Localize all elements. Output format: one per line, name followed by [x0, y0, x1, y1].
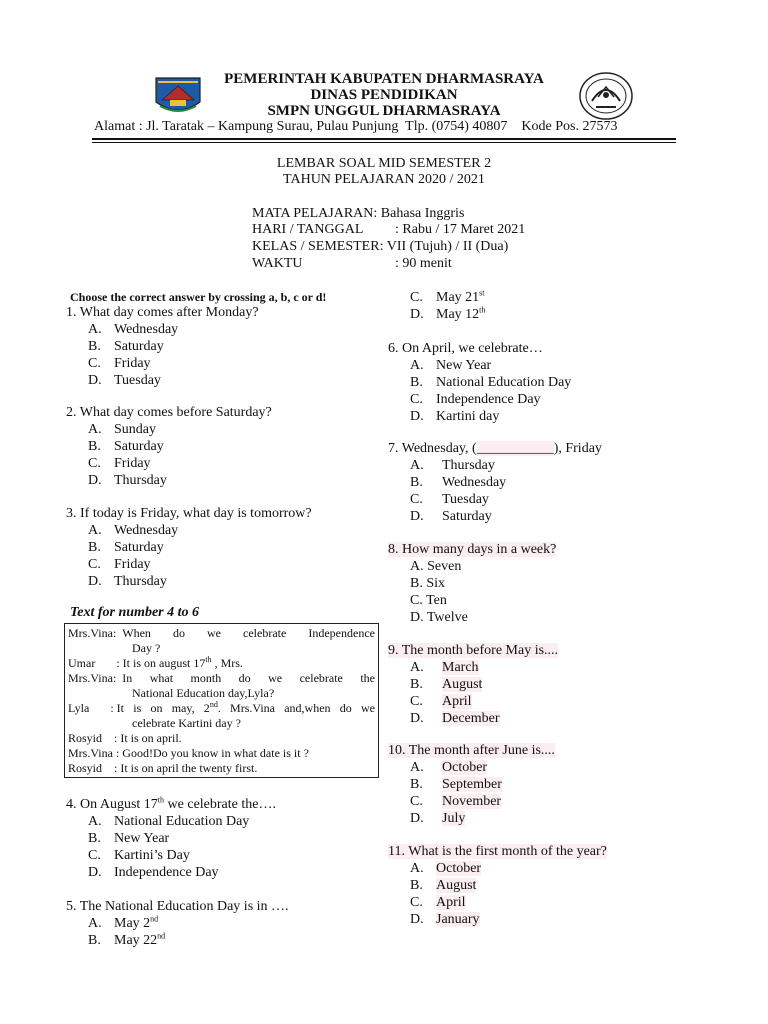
dialog-line-cont: National Education day,Lyla? — [132, 686, 275, 700]
option-a[interactable]: A. Thursday — [410, 458, 495, 473]
option-d[interactable]: D. July — [410, 811, 466, 826]
school-address: Alamat : Jl. Taratak – Kampung Surau, Pulau Punjung Tlp. (0754) 40807 Kode Pos. 27573 — [94, 119, 618, 134]
office-name: DINAS PENDIDIKAN — [310, 87, 458, 103]
option-d[interactable]: D. May 12th — [410, 305, 486, 322]
option-c[interactable]: C. Friday — [88, 456, 151, 471]
option-c[interactable]: C. Friday — [88, 557, 151, 572]
option-b[interactable]: B. May 22nd — [88, 931, 166, 948]
option-b[interactable]: B. Saturday — [88, 439, 164, 454]
header-rule-thin — [92, 142, 676, 143]
header-rule-thick — [92, 138, 676, 140]
question-stem: 7. Wednesday, (___________), Friday — [388, 441, 602, 456]
option-c[interactable]: C. Kartini’s Day — [88, 848, 190, 863]
instruction: Choose the correct answer by crossing a, b, c or d! — [70, 290, 327, 304]
option-d[interactable]: D. Twelve — [410, 610, 468, 625]
info-time — [252, 256, 452, 272]
question-3 — [66, 505, 312, 590]
option-c[interactable]: C. Ten — [410, 593, 447, 608]
question-5-continued — [388, 289, 485, 323]
option-c[interactable]: C. April — [410, 895, 466, 910]
question-5 — [66, 898, 289, 949]
option-b[interactable]: B. Saturday — [88, 339, 164, 354]
option-a[interactable]: A. New Year — [410, 358, 492, 373]
dialog-line: Umar : It is on august 17th , Mrs. — [68, 655, 243, 670]
text-title: Text for number 4 to 6 — [70, 605, 199, 620]
question-stem: 5. The National Education Day is in …. — [66, 899, 289, 914]
option-d[interactable]: D. Thursday — [88, 473, 167, 488]
question-6 — [388, 340, 571, 425]
question-4 — [66, 796, 276, 881]
info-subject — [252, 206, 464, 222]
option-c[interactable]: C. May 21st — [410, 288, 485, 305]
question-10 — [388, 742, 555, 827]
dialog-line-cont: celebrate Kartini day ? — [132, 716, 241, 730]
question-stem: 11. What is the first month of the year? — [388, 844, 607, 859]
option-a[interactable]: A. March — [410, 660, 479, 675]
exam-year: TAHUN PELAJARAN 2020 / 2021 — [283, 172, 485, 187]
option-b[interactable]: B. September — [410, 777, 502, 792]
option-c[interactable]: C. Independence Day — [410, 392, 541, 407]
info-value: VII (Tujuh) / II (Dua) — [386, 239, 509, 254]
dialog-line-cont: Day ? — [132, 641, 161, 655]
option-d[interactable]: D. Tuesday — [88, 373, 161, 388]
option-a[interactable]: A. Wednesday — [88, 523, 179, 538]
option-b[interactable]: B. August — [410, 677, 483, 692]
option-d[interactable]: D. Kartini day — [410, 409, 500, 424]
question-8 — [388, 541, 556, 626]
option-c[interactable]: C. Friday — [88, 356, 151, 371]
option-b[interactable]: B. National Education Day — [410, 375, 572, 390]
info-key: HARI / TANGGAL — [252, 222, 364, 237]
option-b[interactable]: B. Six — [410, 576, 446, 591]
info-value: : Rabu / 17 Maret 2021 — [395, 222, 526, 237]
question-stem: 3. If today is Friday, what day is tomorrow? — [66, 506, 312, 521]
question-9 — [388, 642, 558, 727]
info-value: Bahasa Inggris — [380, 206, 465, 221]
question-1 — [66, 304, 259, 389]
dialog-line: Rosyid : It is on april. — [68, 731, 182, 745]
dialog-box — [64, 623, 379, 778]
dialog-line: Mrs.Vina : Good!Do you know in what date is it ? — [68, 746, 309, 760]
info-value: : 90 menit — [395, 256, 452, 271]
question-7 — [388, 440, 602, 525]
option-d[interactable]: D. Saturday — [410, 509, 492, 524]
info-key: KELAS / SEMESTER: — [252, 239, 384, 254]
info-key: WAKTU — [252, 256, 303, 271]
question-stem: 6. On April, we celebrate… — [388, 341, 543, 356]
school-name: SMPN UNGGUL DHARMASRAYA — [267, 103, 501, 119]
option-b[interactable]: B. August — [410, 878, 477, 893]
question-stem: 10. The month after June is.... — [388, 743, 555, 758]
option-a[interactable]: A. Wednesday — [88, 322, 179, 337]
info-key: MATA PELAJARAN: — [252, 206, 378, 221]
option-d[interactable]: D. December — [410, 711, 500, 726]
question-stem: 8. How many days in a week? — [388, 542, 557, 557]
question-2 — [66, 404, 272, 489]
info-date — [252, 222, 525, 238]
option-a[interactable]: A. October — [410, 861, 482, 876]
dialog-line: Rosyid : It is on april the twenty first. — [68, 761, 258, 775]
option-a[interactable]: A. Seven — [410, 559, 462, 574]
option-a[interactable]: A. October — [410, 760, 488, 775]
question-stem: 9. The month before May is.... — [388, 643, 559, 658]
option-b[interactable]: B. Wednesday — [410, 475, 507, 490]
info-class — [252, 239, 508, 255]
option-a[interactable]: A. Sunday — [88, 422, 156, 437]
option-d[interactable]: D. Thursday — [88, 574, 167, 589]
option-a[interactable]: A. May 2nd — [88, 914, 159, 931]
dialog-line: Mrs.Vina: When do we celebrate Independence — [68, 626, 375, 640]
question-stem: 2. What day comes before Saturday? — [66, 405, 272, 420]
exam-title: LEMBAR SOAL MID SEMESTER 2 — [276, 156, 492, 171]
option-a[interactable]: A. National Education Day — [88, 814, 250, 829]
option-c[interactable]: C. Tuesday — [410, 492, 489, 507]
option-d[interactable]: D. Independence Day — [88, 865, 219, 880]
question-stem: 1. What day comes after Monday? — [66, 305, 259, 320]
government-name: PEMERINTAH KABUPATEN DHARMASRAYA — [224, 71, 544, 87]
dialog-line: Mrs.Vina: In what month do we celebrate the — [68, 671, 375, 685]
option-b[interactable]: B. New Year — [88, 831, 170, 846]
option-c[interactable]: C. November — [410, 794, 502, 809]
question-stem: 4. On August 17th we celebrate the…. — [66, 795, 276, 812]
question-11 — [388, 843, 607, 928]
option-c[interactable]: C. April — [410, 694, 472, 709]
option-b[interactable]: B. Saturday — [88, 540, 164, 555]
dialog-line: Lyla : It is on may, 2nd. Mrs.Vina and,when do we — [68, 700, 375, 715]
option-d[interactable]: D. January — [410, 912, 480, 927]
